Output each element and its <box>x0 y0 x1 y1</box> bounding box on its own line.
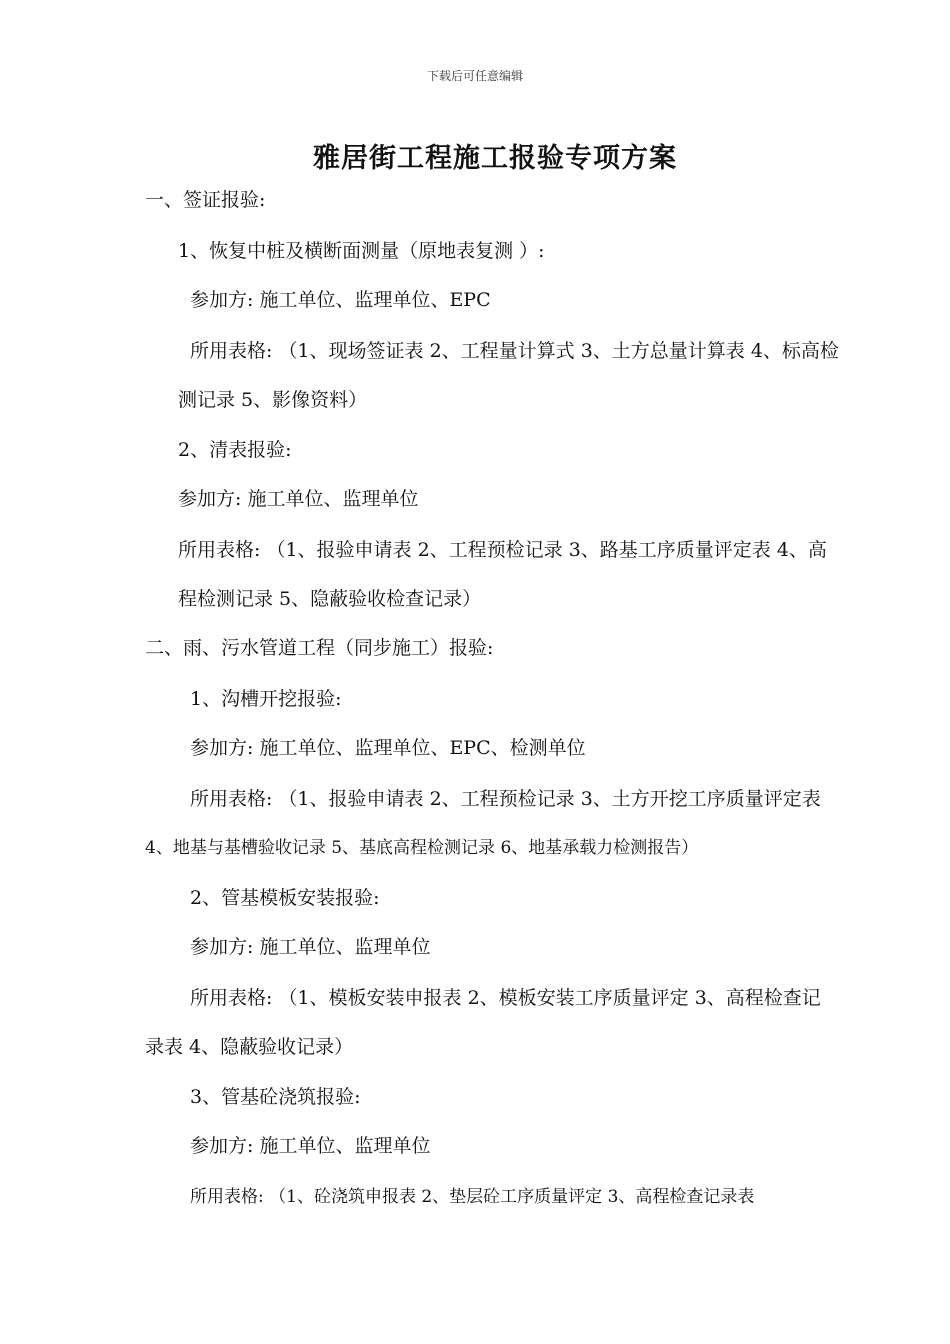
item-2-2-forms-continued: 录表 4、隐蔽验收记录） <box>145 1036 354 1058</box>
item-2-3-heading: 3、管基砼浇筑报验: <box>190 1086 361 1108</box>
item-2-2-heading: 2、管基模板安装报验: <box>190 887 380 909</box>
item-2-3-participants: 参加方: 施工单位、监理单位 <box>190 1135 431 1157</box>
item-2-1-forms-continued: 4、地基与基槽验收记录 5、基底高程检测记录 6、地基承载力检测报告） <box>145 838 699 858</box>
item-2-1-heading: 1、沟槽开挖报验: <box>190 688 342 710</box>
item-1-2-forms: 所用表格: （1、报验申请表 2、工程预检记录 3、路基工序质量评定表 4、高 <box>178 539 827 561</box>
item-2-3-forms: 所用表格: （1、砼浇筑申报表 2、垫层砼工序质量评定 3、高程检查记录表 <box>190 1187 755 1207</box>
item-1-1-heading: 1、恢复中桩及横断面测量（原地表复测 ）: <box>178 240 545 262</box>
item-1-2-heading: 2、清表报验: <box>178 439 292 461</box>
section-1-heading: 一、签证报验: <box>145 189 266 211</box>
item-1-1-participants: 参加方: 施工单位、监理单位、EPC <box>190 289 491 311</box>
section-2-heading: 二、雨、污水管道工程（同步施工）报验: <box>145 637 494 659</box>
item-2-2-participants: 参加方: 施工单位、监理单位 <box>190 936 431 958</box>
header-note: 下载后可任意编辑 <box>426 69 523 83</box>
item-1-2-forms-continued: 程检测记录 5、隐蔽验收检查记录） <box>178 588 482 610</box>
item-1-1-forms-continued: 测记录 5、影像资料） <box>178 389 368 411</box>
item-2-1-participants: 参加方: 施工单位、监理单位、EPC、检测单位 <box>190 737 586 759</box>
item-1-1-forms: 所用表格: （1、现场签证表 2、工程量计算式 3、土方总量计算表 4、标高检 <box>190 340 839 362</box>
item-2-1-forms: 所用表格: （1、报验申请表 2、工程预检记录 3、土方开挖工序质量评定表 <box>190 788 821 810</box>
document-title: 雅居街工程施工报验专项方案 <box>313 143 677 174</box>
item-1-2-participants: 参加方: 施工单位、监理单位 <box>178 488 419 510</box>
item-2-2-forms: 所用表格: （1、模板安装申报表 2、模板安装工序质量评定 3、高程检查记 <box>190 987 821 1009</box>
